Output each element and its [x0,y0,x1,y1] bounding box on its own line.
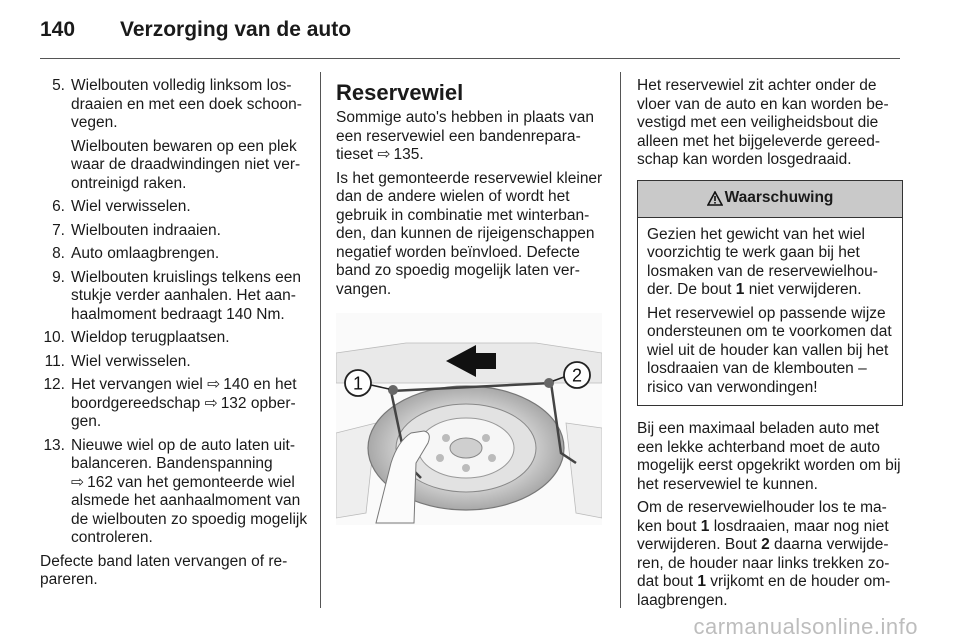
list-number: 7. [52,221,65,239]
list-number: 9. [52,268,65,286]
list-text: Wiel verwisselen. [71,352,191,370]
list-number: 10. [43,329,65,346]
list-item [40,245,310,264]
list-item [40,269,310,325]
list-item [40,77,310,193]
list-text: Nieuwe wiel op de auto laten uitbalanceren. Bandenspanning ⇨ 162 van het gemonteerde wiel alsmede het aanhaalmoment van de wielbouten zo spoedig mogelijk controleren. [71,436,308,546]
page-reference[interactable]: 162 [87,473,113,491]
page-header [40,18,900,48]
list-text: Auto omlaagbrengen. [71,245,220,262]
list-number: 5. [52,77,65,94]
page-reference[interactable]: 135. [393,146,424,163]
list-item [40,222,310,241]
chapter-title: Verzorging van de auto [120,18,352,41]
list-item [40,437,310,548]
list-text: Wielbouten kruislings telkens een stukje verder aanhalen. Het aanhaalmoment bedraagt 140 Nm. [71,268,302,323]
page-reference-icon: ⇨ [207,376,221,393]
paragraph: Bij een maximaal beladen auto met een lekke achterband moet de auto mogelijk eerst opgekrikt worden om bij het reservewiel te kunnen. [637,420,901,493]
watermark: carmanualsonline.info [693,614,918,639]
list-number: 8. [52,245,65,262]
warning-paragraph: Gezien het gewicht van het wiel voorzichtig te werk gaan bij het losmaken van de reservewielhouder. De bout 1 niet verwijderen. [647,225,878,298]
warning-paragraph: Het reservewiel op passende wijze ondersteunen om te voorkomen dat wiel uit de houder kan vallen bij het losdraaien van de klembouten – risico van verwondingen! [647,304,892,396]
warning-title: Waarschuwing [724,189,834,207]
warning-body [638,218,902,406]
list-text: Wielbouten volledig linksom losdraaien en met een doek schoonvegen. [71,77,302,131]
list-text: Het vervangen wiel ⇨ 140 en het boordgereedschap ⇨ 132 opbergen. [71,376,297,430]
list-number: 12. [43,376,65,393]
list-number: 11. [44,352,65,370]
list-text: Wiel verwisselen. [71,198,191,215]
warning-box [637,180,903,407]
page-reference-icon: ⇨ [71,473,84,491]
list-item [40,198,310,217]
section-heading: Reservewiel [336,80,464,105]
warning-triangle-icon [707,191,723,206]
column-right [637,77,903,615]
page-reference-icon: ⇨ [204,394,218,412]
header-rule [40,58,900,59]
list-subtext: Wielbouten bewaren op een plek waar de draadwindingen niet verontreinigd raken. [71,137,301,192]
page-number: 140 [40,18,76,41]
page-reference-icon: ⇨ [377,146,391,163]
paragraph: Sommige auto's hebben in plaats van een reservewiel een bandenreparatieset ⇨ 135. [336,109,595,163]
paragraph: Is het gemonteerde reservewiel kleiner dan de andere wielen of wordt het gebruik in combinatie met winterbanden, dan kunnen de rijeigenschappen negatief worden beïnvloed. Defecte band zo spoedig mogelijk laten vervangen. [336,169,603,298]
list-item [40,353,310,372]
page-reference[interactable]: 140 [223,376,250,393]
column-left [40,77,310,595]
list-text: Wieldop terugplaatsen. [71,329,230,346]
paragraph: Om de reservewielhouder los te maken bout 1 losdraaien, maar nog niet verwijderen. Bout 2 daarna verwijderen, de houder naar links trekken zodat bout 1 vrijkomt en de houder omlaagbrengen. [637,499,891,609]
spare-wheel-illustration [336,313,602,525]
paragraph: Het reservewiel zit achter onder de vloer van de auto en kan worden bevestigd met een veiligheidsbout die alleen met het bijgeleverde gereedschap kan worden losgedraaid. [637,77,889,168]
spare-wheel-drawing [336,313,602,525]
list-text: Wielbouten indraaien. [71,221,221,239]
list-number: 13. [43,436,65,454]
closing-text: Defecte band laten vervangen of repareren. [40,552,288,588]
list-item [40,329,310,348]
warning-header [638,181,902,218]
list-item [40,376,310,432]
column-divider-right [620,72,621,608]
list-number: 6. [52,198,65,215]
page-reference[interactable]: 132 [220,394,247,412]
figure-label-2: 2 [571,365,583,386]
figure-label-1: 1 [352,373,364,394]
column-middle [336,80,604,525]
column-divider-left [320,72,321,608]
